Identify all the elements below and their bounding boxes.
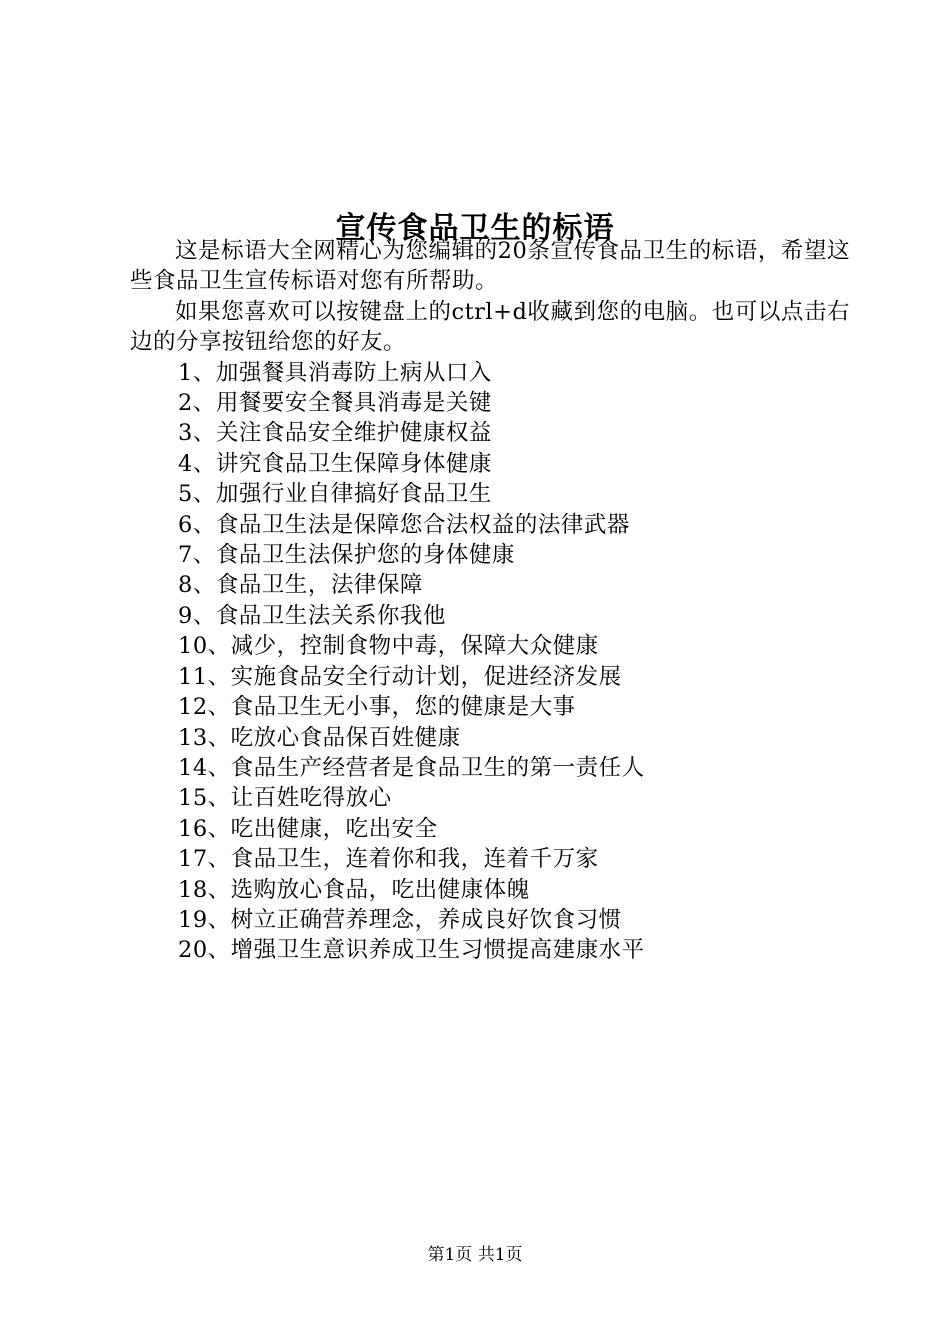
slogan-item: 10、减少，控制食物中毒，保障大众健康 xyxy=(178,633,599,660)
document-body xyxy=(130,236,850,966)
slogan-item: 12、食品卫生无小事，您的健康是大事 xyxy=(178,694,576,721)
slogan-item: 1、加强餐具消毒防上病从口入 xyxy=(178,359,492,386)
slogan-item: 16、吃出健康，吃出安全 xyxy=(178,815,438,842)
slogan-item: 18、选购放心食品，吃出健康体魄 xyxy=(178,876,530,903)
slogan-item: 8、食品卫生，法律保障 xyxy=(178,572,423,599)
slogan-item: 13、吃放心食品保百姓健康 xyxy=(178,724,461,751)
page-footer: 第1页 共1页 xyxy=(427,1245,523,1265)
slogan-item: 6、食品卫生法是保障您合法权益的法律武器 xyxy=(178,511,630,538)
slogan-item: 5、加强行业自律搞好食品卫生 xyxy=(178,481,492,508)
slogan-item: 7、食品卫生法保护您的身体健康 xyxy=(178,542,515,569)
slogan-item: 17、食品卫生，连着你和我，连着千万家 xyxy=(178,846,599,873)
intro-paragraph: 这是标语大全网精心为您编辑的20条宣传食品卫生的标语，希望这些食品卫生宣传标语对您有所帮助。 xyxy=(130,238,850,295)
slogan-item: 15、让百姓吃得放心 xyxy=(178,785,392,812)
slogan-item: 9、食品卫生法关系你我他 xyxy=(178,602,446,629)
slogan-item: 14、食品生产经营者是食品卫生的第一责任人 xyxy=(178,754,645,781)
slogan-item: 11、实施食品安全行动计划，促进经济发展 xyxy=(178,663,622,690)
slogan-item: 20、增强卫生意识养成卫生习惯提高建康水平 xyxy=(178,937,645,964)
slogan-list xyxy=(130,358,850,966)
slogan-item: 4、讲究食品卫生保障身体健康 xyxy=(178,450,492,477)
page-title: 宣传食品卫生的标语 xyxy=(335,211,615,247)
slogan-item: 2、用餐要安全餐具消毒是关键 xyxy=(178,390,492,417)
slogan-item: 19、树立正确营养理念，养成良好饮食习惯 xyxy=(178,906,622,933)
slogan-item: 3、关注食品安全维护健康权益 xyxy=(178,420,492,447)
bookmark-paragraph: 如果您喜欢可以按键盘上的ctrl+d收藏到您的电脑。也可以点击右边的分享按钮给您的好友。 xyxy=(130,298,850,356)
